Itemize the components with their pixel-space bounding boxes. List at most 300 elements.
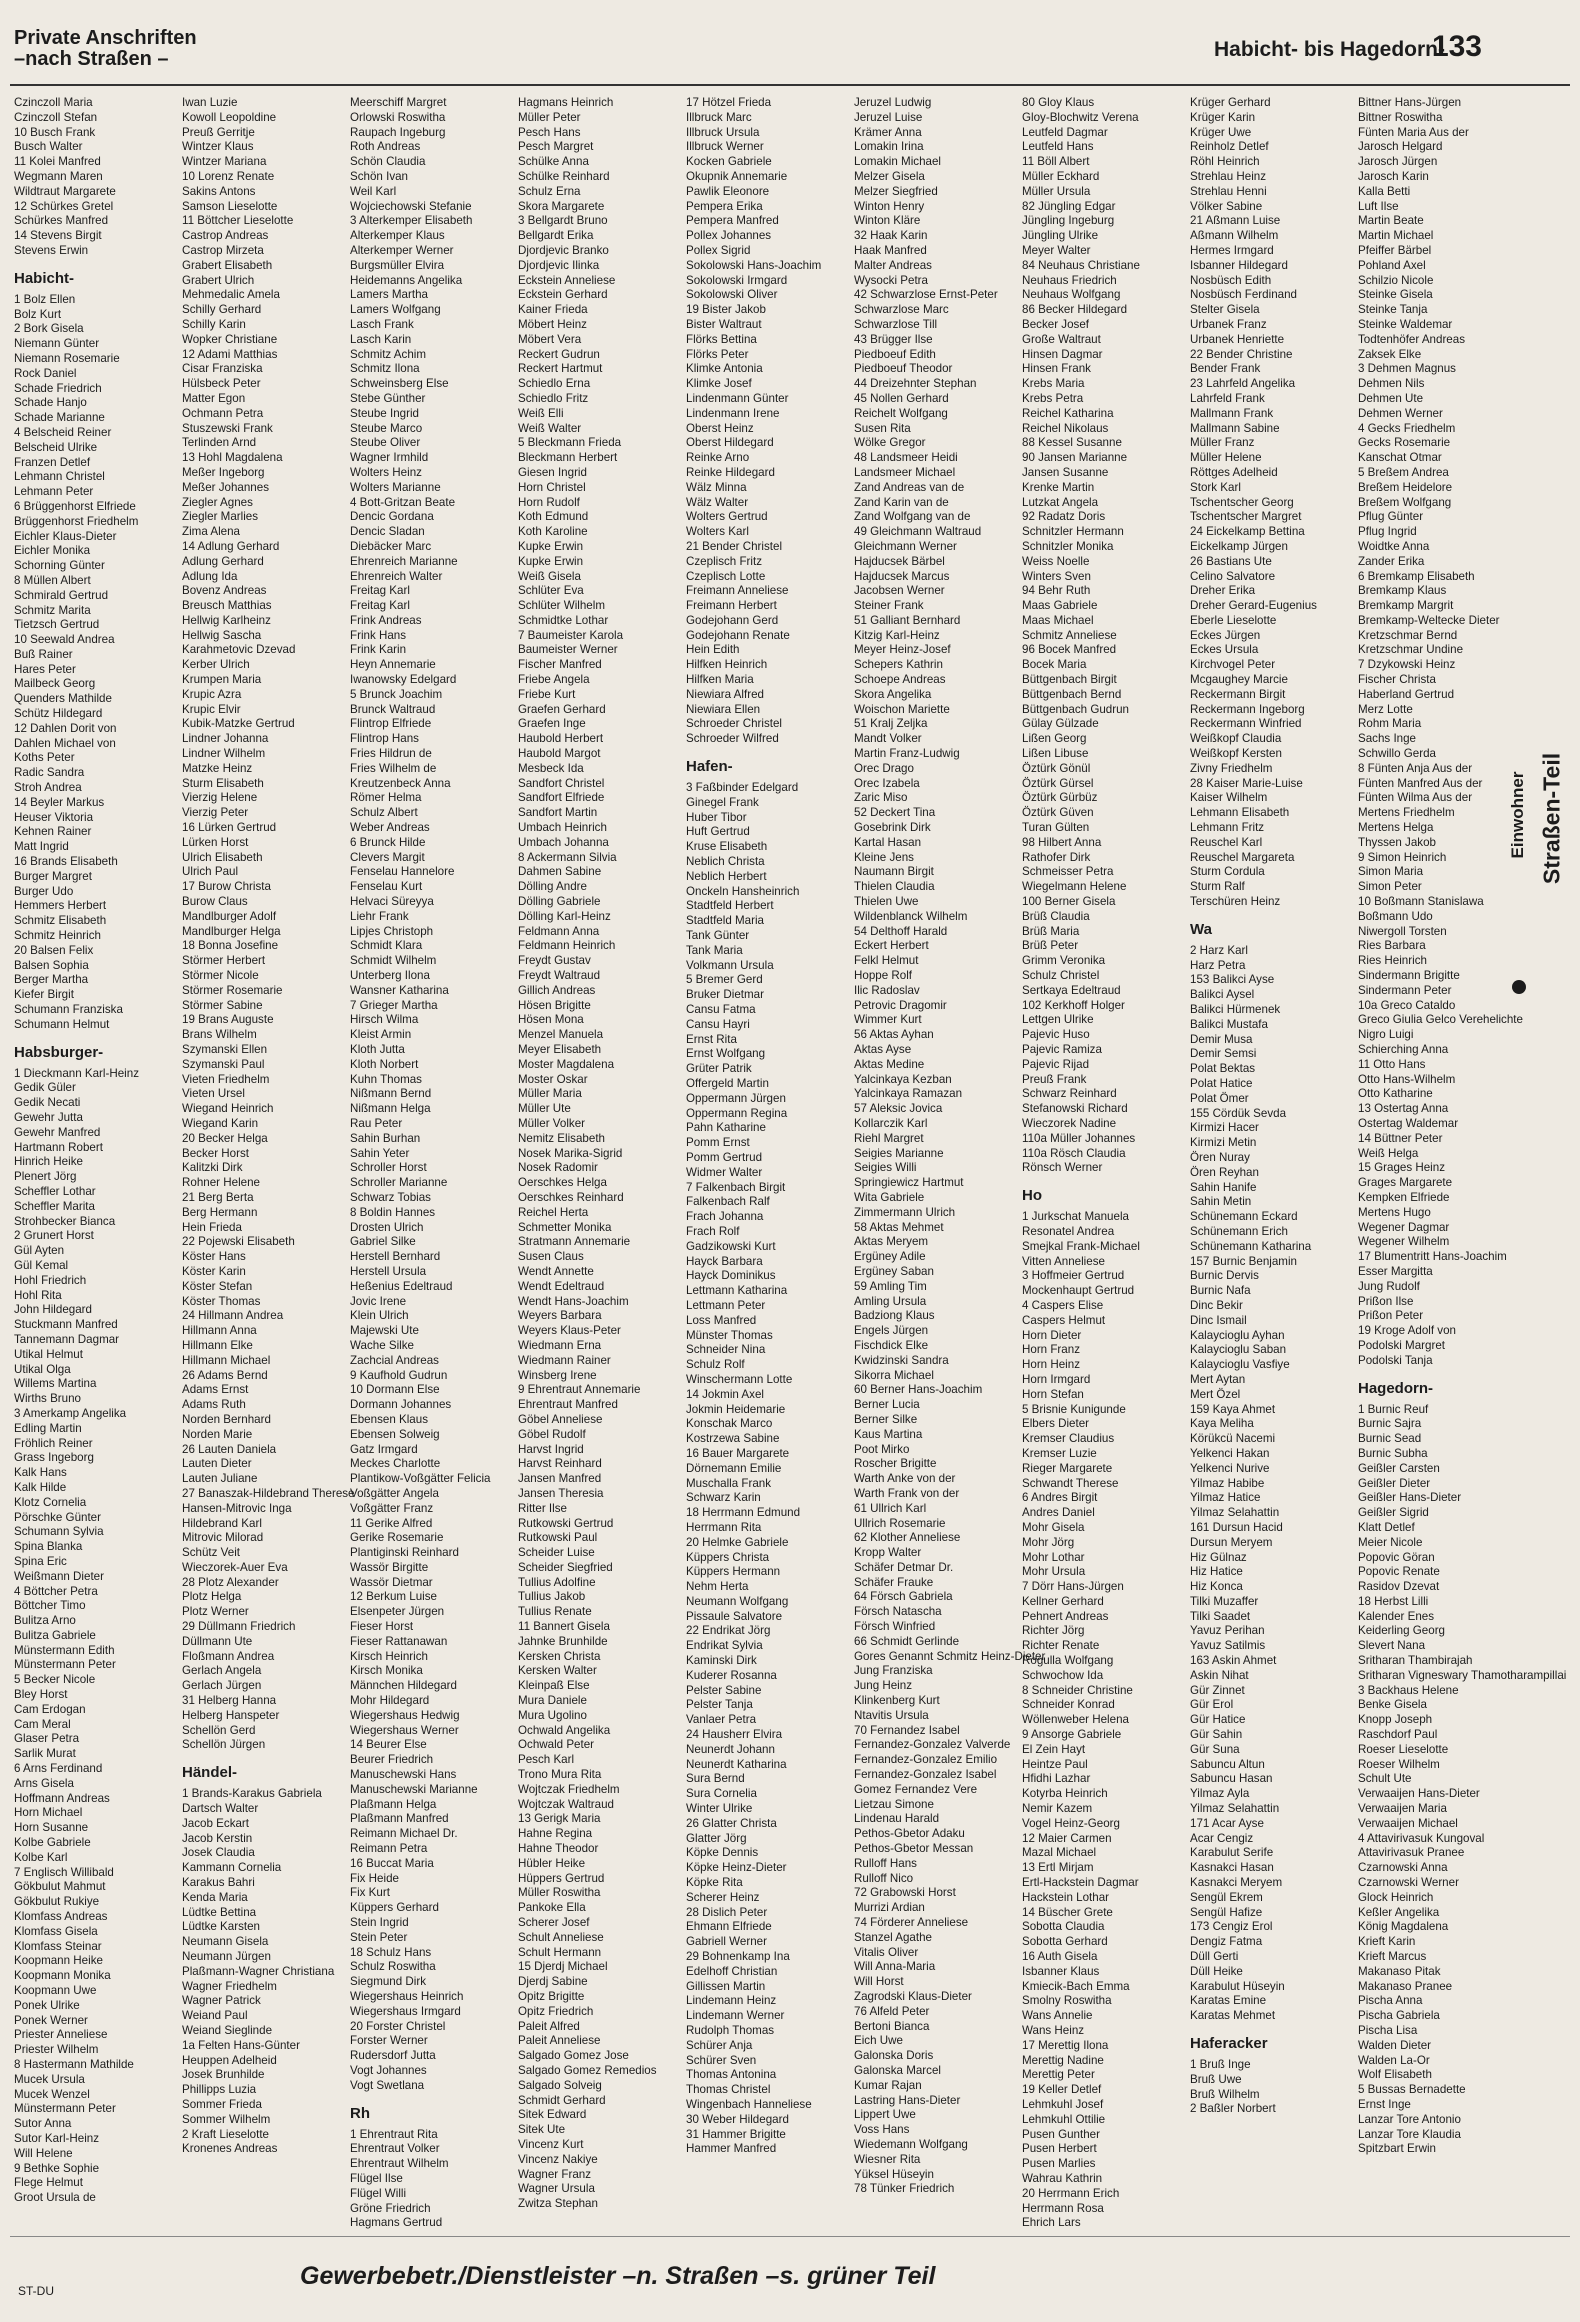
resident-entry: Kuhn Thomas <box>350 1072 422 1086</box>
resident-entry: Ehrich Lars <box>1022 2216 1081 2230</box>
resident-entry: Jeruzel Luise <box>854 110 923 124</box>
resident-entry: Glaser Petra <box>14 1732 80 1746</box>
resident-entry: Vincenz Kurt <box>518 2137 584 2151</box>
resident-entry: Gedik Necati <box>14 1096 81 1110</box>
resident-entry: Ernst Inge <box>1358 2097 1411 2111</box>
resident-entry: Gatz Irmgard <box>350 1442 418 1456</box>
resident-entry: Schmitz Elisabeth <box>14 914 107 928</box>
resident-entry: Orec Izabela <box>854 776 920 790</box>
resident-entry: 26 Adams Bernd <box>182 1368 268 1382</box>
resident-entry: Schneider Konrad <box>1022 1698 1115 1712</box>
resident-entry: Polat Hatice <box>1190 1077 1253 1090</box>
resident-entry: Lanzar Tore Klaudia <box>1358 2127 1461 2141</box>
resident-entry: Aßmann Wilhelm <box>1190 229 1279 243</box>
resident-entry: 19 Brans Auguste <box>182 1013 274 1027</box>
resident-entry: Hagmans Heinrich <box>518 96 614 109</box>
resident-entry: Göbel Anneliese <box>518 1412 603 1426</box>
resident-entry: Edelhoff Christian <box>686 1964 778 1978</box>
resident-entry: Zagrodski Klaus-Dieter <box>854 1990 972 2003</box>
resident-entry: Geißler Sigrid <box>1358 1506 1429 1520</box>
resident-entry: Schürer Anja <box>686 2038 753 2052</box>
resident-entry: Ochwald Peter <box>518 1738 595 1752</box>
resident-entry: Schwandt Therese <box>1022 1476 1119 1490</box>
resident-entry: Flörks Bettina <box>686 332 757 346</box>
street-heading: Hagedorn- <box>1358 1379 1433 1397</box>
resident-entry: Müller Roswitha <box>518 1886 601 1900</box>
resident-entry: Gür Suna <box>1190 1742 1240 1756</box>
resident-entry: Kasnakci Hasan <box>1190 1861 1274 1875</box>
resident-entry: Burgsmüller Elvira <box>350 258 445 272</box>
column-4 <box>518 96 686 2231</box>
resident-entry: Haubold Margot <box>518 747 601 761</box>
resident-entry: Flintrop Elfriede <box>350 717 432 731</box>
bullet-icon <box>1512 980 1526 994</box>
resident-entry: Bremkamp Margrit <box>1358 599 1454 613</box>
resident-entry: Burow Claus <box>182 895 248 909</box>
resident-entry: Springiewicz Hartmut <box>854 1176 964 1190</box>
resident-entry: Reuschel Margareta <box>1190 850 1295 864</box>
resident-entry: Wans Heinz <box>1022 2024 1085 2037</box>
resident-entry: Mitrovic Milorad <box>182 1531 264 1545</box>
resident-entry: Matter Egon <box>182 391 246 405</box>
resident-entry: Gökbulut Rukiye <box>14 1895 100 1909</box>
resident-entry: Cam Meral <box>14 1717 71 1731</box>
resident-entry: Klimke Josef <box>686 377 752 391</box>
resident-entry: 27 Banaszak-Hildebrand Therese <box>182 1486 355 1500</box>
resident-entry: Neumann Jürgen <box>182 1950 271 1964</box>
resident-entry: Okupnik Annemarie <box>686 169 788 183</box>
resident-entry: Sitek Ute <box>518 2123 566 2137</box>
resident-entry: Wagner Patrick <box>182 1994 261 2008</box>
resident-entry: 13 Ostertag Anna <box>1358 1102 1449 1116</box>
resident-entry: Pesch Karl <box>518 1753 575 1767</box>
resident-entry: 70 Fernandez Isabel <box>854 1723 960 1737</box>
resident-entry: Ergüney Saban <box>854 1264 934 1278</box>
resident-entry: Vitten Anneliese <box>1022 1254 1105 1268</box>
resident-entry: Lietzau Simone <box>854 1797 934 1811</box>
resident-entry: Martin Franz-Ludwig <box>854 747 960 761</box>
resident-entry: Polat Bektas <box>1190 1062 1256 1076</box>
resident-entry: 51 Kralj Zeljka <box>854 717 928 731</box>
resident-entry: 3 Hoffmeier Gertrud <box>1022 1269 1125 1283</box>
resident-entry: Hiz Gülnaz <box>1190 1550 1247 1564</box>
resident-entry: 21 Berg Berta <box>182 1190 254 1204</box>
resident-entry: 3 Amerkamp Angelika <box>14 1406 127 1420</box>
resident-entry: 14 Büttner Peter <box>1358 1131 1443 1145</box>
resident-entry: Rudersdorf Jutta <box>350 2049 436 2063</box>
resident-entry: Dormann Johannes <box>350 1398 452 1412</box>
resident-entry: Neunerdt Katharina <box>686 1757 787 1771</box>
resident-entry: Thomas Christel <box>686 2083 771 2097</box>
resident-entry: Alterkemper Werner <box>350 243 454 257</box>
resident-entry: Haberland Gertrud <box>1358 687 1455 701</box>
resident-entry: Niwergoll Torsten <box>1358 924 1447 938</box>
resident-entry: Voss Hans <box>854 2123 910 2137</box>
resident-entry: Benke Gisela <box>1358 1698 1427 1712</box>
resident-entry: Schulz Christel <box>1022 969 1100 983</box>
resident-entry: Müller Ursula <box>1022 184 1091 198</box>
resident-entry: Mailbeck Georg <box>14 677 96 691</box>
resident-entry: Wiegand Heinrich <box>182 1102 274 1116</box>
resident-entry: Pelster Sabine <box>686 1683 762 1697</box>
resident-entry: Richter Renate <box>1022 1639 1100 1653</box>
resident-entry: Wita Gabriele <box>854 1190 925 1204</box>
resident-entry: Kremser Claudius <box>1022 1432 1115 1446</box>
resident-entry: Lamers Wolfgang <box>350 303 441 317</box>
resident-entry: Klomfass Andreas <box>14 1910 108 1924</box>
resident-entry: Lauten Juliane <box>182 1472 258 1486</box>
resident-entry: Steiner Frank <box>854 599 924 613</box>
resident-entry: Kreutzenbeck Anna <box>350 776 451 790</box>
resident-entry: Köster Stefan <box>182 1279 253 1293</box>
resident-entry: Stroh Andrea <box>14 781 82 795</box>
resident-entry: Aktas Ayse <box>854 1043 912 1056</box>
resident-entry: Lasch Karin <box>350 332 412 346</box>
section-title-line2: –nach Straßen – <box>14 48 169 70</box>
resident-entry: Reichelt Wolfgang <box>854 406 948 420</box>
resident-entry: Wegener Wilhelm <box>1358 1235 1450 1249</box>
resident-entry: Skora Margarete <box>518 199 605 213</box>
resident-entry: Herrmann Rosa <box>1022 2201 1104 2215</box>
resident-entry: Krumpen Maria <box>182 673 262 687</box>
resident-entry: 74 Förderer Anneliese <box>854 1916 969 1930</box>
column-1 <box>14 96 182 2231</box>
resident-entry: Radic Sandra <box>14 766 85 780</box>
resident-entry: Brüß Maria <box>1022 924 1080 938</box>
resident-entry: Balsen Sophia <box>14 958 89 972</box>
resident-entry: Godejohann Renate <box>686 628 790 642</box>
resident-entry: Müller Volker <box>518 1116 586 1130</box>
resident-entry: Pelster Tanja <box>686 1698 753 1712</box>
resident-entry: Eckes Jürgen <box>1190 628 1261 642</box>
resident-entry: Scherer Heinz <box>686 1890 760 1904</box>
resident-entry: Schünemann Katharina <box>1190 1239 1312 1253</box>
resident-entry: 6 Brüggenhorst Elfriede <box>14 499 136 513</box>
resident-entry: Brans Wilhelm <box>182 1028 257 1042</box>
resident-entry: Makanaso Pitak <box>1358 1964 1441 1978</box>
resident-entry: 2 Baßler Norbert <box>1190 2102 1276 2116</box>
resident-entry: Gillissen Martin <box>686 1979 766 1993</box>
resident-entry: Fieser Rattanawan <box>350 1634 448 1648</box>
resident-entry: 4 Attavirivasuk Kungoval <box>1358 1831 1485 1845</box>
resident-entry: Heuser Viktoria <box>14 810 94 824</box>
resident-entry: Lüdtke Karsten <box>182 1920 260 1934</box>
resident-entry: 31 Hammer Brigitte <box>686 2127 786 2141</box>
resident-entry: Sura Bernd <box>686 1772 745 1786</box>
resident-entry: Jovic Irene <box>350 1294 407 1308</box>
resident-entry: Ulrich Elisabeth <box>182 850 263 864</box>
side-tab <box>1490 640 1565 1000</box>
resident-entry: Sutor Anna <box>14 2117 72 2131</box>
resident-entry: Sokolowski Hans-Joachim <box>686 258 822 272</box>
resident-entry: Öztürk Gürbüz <box>1022 791 1098 805</box>
resident-entry: Lomakin Irina <box>854 140 924 154</box>
resident-entry: Fischdick Elke <box>854 1338 929 1352</box>
resident-entry: Schumann Franziska <box>14 1003 123 1017</box>
resident-entry: 100 Berner Gisela <box>1022 895 1116 909</box>
resident-entry: Badziong Klaus <box>854 1309 935 1323</box>
resident-entry: Kubik-Matzke Gertrud <box>182 717 295 731</box>
resident-entry: Hayck Dominikus <box>686 1269 776 1283</box>
resident-entry: Helvaci Süreyya <box>350 895 434 909</box>
resident-entry: Büttgenbach Bernd <box>1022 687 1122 701</box>
resident-entry: Keiderling Georg <box>1358 1624 1446 1638</box>
resident-entry: Kloth Jutta <box>350 1043 405 1056</box>
resident-entry: Wojtczak Friedhelm <box>518 1782 620 1796</box>
resident-entry: Verwaaijen Maria <box>1358 1802 1447 1816</box>
resident-entry: Wojtczak Waltraud <box>518 1797 614 1811</box>
resident-entry: Düll Heike <box>1190 1964 1243 1978</box>
resident-entry: Wendt Hans-Joachim <box>518 1294 629 1308</box>
resident-entry: Yelkenci Hakan <box>1190 1446 1270 1460</box>
resident-entry: Stadtfeld Maria <box>686 914 764 928</box>
resident-entry: Mesbeck Ida <box>518 761 584 775</box>
resident-entry: Franzen Detlef <box>14 455 91 469</box>
resident-entry: Burger Udo <box>14 884 74 898</box>
resident-entry: Wendt Edeltraud <box>518 1279 605 1293</box>
resident-entry: Jüngling Ingeburg <box>1022 214 1115 228</box>
resident-entry: 2 Harz Karl <box>1190 943 1248 957</box>
resident-entry: 62 Klother Anneliese <box>854 1531 961 1545</box>
resident-entry: Vitalis Oliver <box>854 1945 919 1959</box>
resident-entry: 18 Herbst Lilli <box>1358 1594 1429 1608</box>
resident-entry: Terlinden Arnd <box>182 436 257 450</box>
resident-entry: Dölling Andre <box>518 880 587 894</box>
resident-entry: Castrop Andreas <box>182 229 269 243</box>
resident-entry: 18 Schulz Hans <box>350 1945 432 1959</box>
resident-entry: Niewiara Alfred <box>686 687 764 701</box>
resident-entry: Zachcial Andreas <box>350 1353 439 1367</box>
resident-entry: Klimke Antonia <box>686 362 763 376</box>
resident-entry: Fünten Manfred Aus der <box>1358 776 1483 790</box>
resident-entry: Celino Salvatore <box>1190 569 1276 583</box>
resident-entry: Roeser Lieselotte <box>1358 1742 1449 1756</box>
resident-entry: Tullius Renate <box>518 1605 592 1619</box>
resident-entry: Schütz Veit <box>182 1546 241 1560</box>
resident-entry: Boßmann Udo <box>1358 909 1433 923</box>
resident-entry: Zander Erika <box>1358 554 1425 568</box>
resident-entry: Endrikat Sylvia <box>686 1639 763 1653</box>
resident-entry: Karakus Bahri <box>182 1876 255 1890</box>
resident-entry: Majewski Ute <box>350 1324 419 1338</box>
resident-entry: Weiand Paul <box>182 2009 248 2023</box>
resident-entry: Kellner Gerhard <box>1022 1594 1104 1608</box>
resident-entry: Isbanner Klaus <box>1022 1964 1100 1978</box>
resident-entry: Heyn Annemarie <box>350 658 436 672</box>
resident-entry: Opitz Brigitte <box>518 1990 585 2003</box>
resident-entry: Meßer Ingeborg <box>182 465 265 479</box>
resident-entry: Djerdj Sabine <box>518 1975 588 1989</box>
resident-entry: Fries Wilhelm de <box>350 761 437 775</box>
resident-entry: Meckes Charlotte <box>350 1457 441 1471</box>
resident-entry: Wache Silke <box>350 1338 415 1352</box>
resident-entry: Jüngling Ulrike <box>1022 229 1099 243</box>
resident-entry: Buß Rainer <box>14 647 73 661</box>
resident-entry: Störmer Sabine <box>182 998 263 1012</box>
resident-entry: Müller Ute <box>518 1102 571 1116</box>
resident-entry: Jacob Kerstin <box>182 1831 253 1845</box>
resident-entry: Eckert Herbert <box>854 939 929 953</box>
resident-entry: Fünten Wilma Aus der <box>1358 791 1473 805</box>
resident-entry: Klinkenberg Kurt <box>854 1694 940 1708</box>
resident-entry: Klein Ulrich <box>350 1309 409 1323</box>
resident-entry: Zimmermann Ulrich <box>854 1205 956 1219</box>
resident-entry: Klatt Detlef <box>1358 1520 1415 1534</box>
resident-entry: Manuschewski Marianne <box>350 1782 478 1796</box>
resident-entry: Meerschiff Margret <box>350 96 447 109</box>
resident-entry: Stevens Erwin <box>14 243 89 257</box>
resident-entry: Tschentscher Georg <box>1190 495 1294 509</box>
resident-entry: Umbach Heinrich <box>518 821 607 835</box>
resident-entry: Maas Michael <box>1022 613 1094 627</box>
resident-entry: Schult Hermann <box>518 1945 602 1959</box>
resident-entry: Sandfort Elfriede <box>518 791 605 805</box>
resident-entry: 20 Helmke Gabriele <box>686 1535 789 1549</box>
resident-entry: Kaus Martina <box>854 1427 923 1441</box>
resident-entry: Kainer Frieda <box>518 303 588 317</box>
resident-entry: Gedik Güler <box>14 1081 76 1095</box>
resident-entry: Turan Gülten <box>1022 821 1090 835</box>
resident-entry: Gadzikowski Kurt <box>686 1239 776 1253</box>
resident-entry: 22 Pojewski Elisabeth <box>182 1235 295 1249</box>
resident-entry: Weil Karl <box>350 184 397 198</box>
resident-entry: Mazal Michael <box>1022 1846 1097 1860</box>
resident-entry: Lindenau Harald <box>854 1812 940 1826</box>
resident-entry: Horn Michael <box>14 1806 83 1820</box>
resident-entry: 6 Arns Ferdinand <box>14 1762 103 1776</box>
resident-entry: Rau Peter <box>350 1116 403 1130</box>
resident-entry: Kloth Norbert <box>350 1057 419 1071</box>
resident-entry: Kollarczik Karl <box>854 1116 928 1130</box>
resident-entry: 31 Helberg Hanna <box>182 1694 277 1708</box>
resident-entry: Lahrfeld Frank <box>1190 391 1265 405</box>
resident-entry: Fries Hildrun de <box>350 747 432 761</box>
resident-entry: 64 Försch Gabriela <box>854 1590 953 1604</box>
resident-entry: 6 Brunck Hilde <box>350 835 426 849</box>
resident-entry: Cansu Hayri <box>686 1017 750 1031</box>
resident-entry: Schmeisser Petra <box>1022 865 1114 879</box>
resident-entry: Klomfass Gisela <box>14 1924 98 1938</box>
resident-entry: Bocek Maria <box>1022 658 1087 672</box>
resident-entry: Tilki Saadet <box>1190 1609 1251 1623</box>
resident-entry: Kartal Hasan <box>854 835 922 849</box>
resident-entry: Ostertag Waldemar <box>1358 1116 1459 1130</box>
resident-entry: Gerlach Jürgen <box>182 1679 262 1693</box>
resident-entry: Martin Beate <box>1358 214 1424 228</box>
resident-entry: Jansen Susanne <box>1022 465 1109 479</box>
resident-entry: Kalla Betti <box>1358 184 1411 198</box>
resident-entry: Bremkamp Klaus <box>1358 584 1447 598</box>
resident-entry: Flintrop Hans <box>350 732 419 746</box>
resident-entry: Sahin Burhan <box>350 1131 421 1145</box>
resident-entry: Falkenbach Ralf <box>686 1195 770 1209</box>
resident-entry: Orec Drago <box>854 761 914 775</box>
resident-entry: Schweinsberg Else <box>350 377 449 391</box>
resident-entry: 26 Lauten Daniela <box>182 1442 277 1456</box>
resident-entry: Salgado Solveig <box>518 2078 602 2092</box>
resident-entry: Sarlik Murat <box>14 1747 76 1761</box>
resident-entry: Hajducsek Bärbel <box>854 554 945 568</box>
resident-entry: Kehnen Rainer <box>14 825 92 839</box>
resident-entry: Reichel Nikolaus <box>1022 421 1109 435</box>
resident-entry: Flügel Willi <box>350 2186 407 2200</box>
resident-entry: Pawlik Eleonore <box>686 184 770 198</box>
resident-entry: Schmirald Gertrud <box>14 588 109 602</box>
resident-entry: Jahnke Brunhilde <box>518 1634 608 1648</box>
resident-entry: Wolters Karl <box>686 525 749 539</box>
resident-entry: Grages Margarete <box>1358 1176 1453 1190</box>
resident-entry: 58 Aktas Mehmet <box>854 1220 944 1234</box>
resident-entry: Pajevic Rijad <box>1022 1057 1090 1071</box>
resident-entry: Kirmizi Hacer <box>1190 1121 1259 1135</box>
resident-entry: Lüdtke Bettina <box>182 1905 257 1919</box>
resident-entry: Eckstein Gerhard <box>518 288 608 302</box>
resident-entry: Konschak Marco <box>686 1417 773 1431</box>
resident-entry: Köster Karin <box>182 1264 246 1278</box>
resident-entry: Störmer Nicole <box>182 969 259 983</box>
resident-entry: Schünemann Erich <box>1190 1224 1288 1238</box>
resident-entry: Sitek Edward <box>518 2108 587 2122</box>
resident-entry: Schade Hanjo <box>14 396 87 410</box>
resident-entry: Müller Franz <box>1190 436 1255 450</box>
resident-entry: Küppers Hermann <box>686 1565 781 1579</box>
resident-entry: Verwaaijen Michael <box>1358 1816 1458 1830</box>
resident-entry: Kleine Jens <box>854 850 914 864</box>
resident-entry: 16 Lürken Gertrud <box>182 821 277 835</box>
resident-entry: 5 Brunck Joachim <box>350 687 443 701</box>
resident-entry: 12 Adami Matthias <box>182 347 278 361</box>
resident-entry: Keßler Angelika <box>1358 1905 1440 1919</box>
resident-entry: 10 Lorenz Renate <box>182 169 275 183</box>
resident-entry: 8 Schneider Christine <box>1022 1683 1133 1697</box>
resident-entry: 32 Haak Karin <box>854 229 928 243</box>
resident-entry: Reckermann Winfried <box>1190 717 1302 731</box>
resident-entry: Lindemann Werner <box>686 2009 785 2023</box>
resident-entry: Friebe Angela <box>518 673 590 687</box>
resident-entry: Kruse Elisabeth <box>686 840 768 854</box>
resident-entry: Harz Petra <box>1190 958 1246 972</box>
resident-entry: Lettmann Katharina <box>686 1284 788 1298</box>
resident-entry: Czarnowski Werner <box>1358 1876 1459 1890</box>
resident-entry: Kalk Hilde <box>14 1480 67 1494</box>
resident-entry: Lißen Libuse <box>1022 747 1089 761</box>
resident-entry: Wiegershaus Heinrich <box>350 1990 464 2003</box>
resident-entry: Bremkamp-Weltecke Dieter <box>1358 613 1500 627</box>
resident-entry: 14 Adlung Gerhard <box>182 539 280 553</box>
resident-entry: Priester Wilhelm <box>14 2043 99 2057</box>
resident-entry: Schmidtke Lothar <box>518 613 609 627</box>
resident-entry: Bender Frank <box>1190 362 1261 376</box>
resident-entry: Wagner Friedhelm <box>182 1979 277 1993</box>
resident-entry: 9 Ansorge Gabriele <box>1022 1728 1122 1742</box>
resident-entry: Jacobsen Werner <box>854 584 945 598</box>
resident-entry: Wiedemann Wolfgang <box>854 2137 968 2151</box>
resident-entry: 28 Plotz Alexander <box>182 1575 279 1589</box>
resident-entry: Schumann Sylvia <box>14 1525 104 1539</box>
resident-entry: Wiegand Karin <box>182 1116 259 1130</box>
resident-entry: Podolski Margret <box>1358 1338 1445 1352</box>
resident-entry: Strehlau Henni <box>1190 184 1267 198</box>
resident-entry: 161 Dursun Hacid <box>1190 1520 1283 1534</box>
resident-entry: 2 Grunert Horst <box>14 1229 94 1243</box>
resident-entry: Sutor Karl-Heinz <box>14 2131 100 2145</box>
resident-entry: Schülke Anna <box>518 155 589 169</box>
resident-entry: Sachs Inge <box>1358 732 1417 746</box>
resident-entry: Mucek Wenzel <box>14 2087 90 2101</box>
resident-entry: 12 Berkum Luise <box>350 1590 437 1604</box>
resident-entry: Horn Rudolf <box>518 495 580 509</box>
resident-entry: Weiß Gisela <box>518 569 581 583</box>
